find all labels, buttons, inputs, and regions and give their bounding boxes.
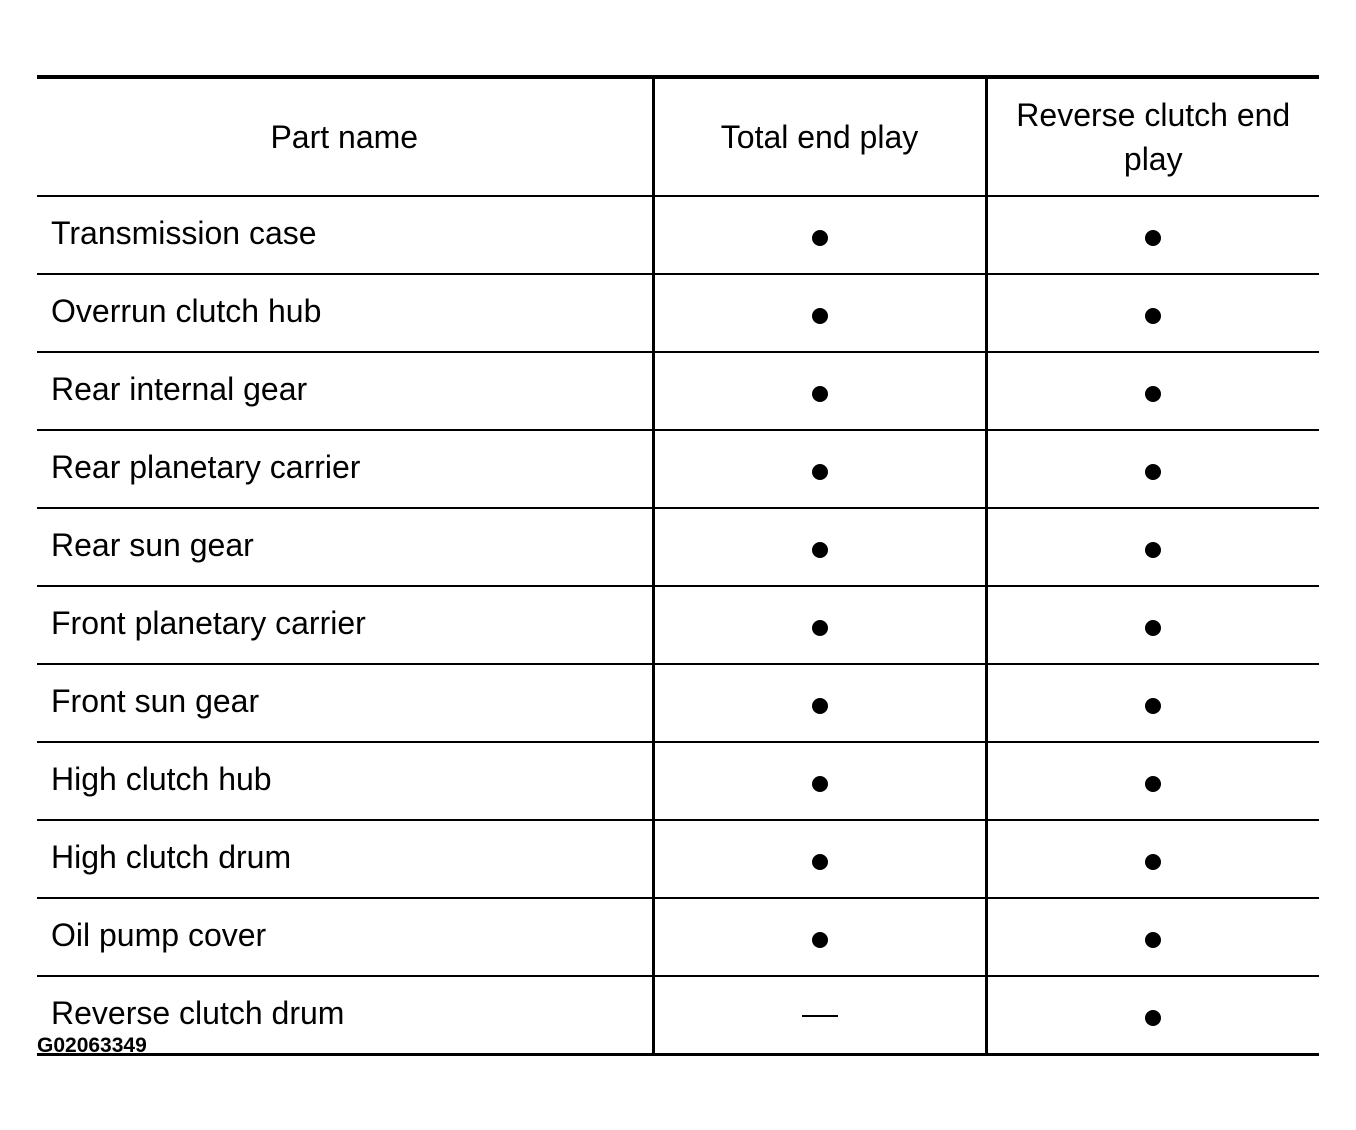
applicable-dot-icon [812, 386, 828, 402]
end-play-parts-table [37, 75, 1319, 1056]
total-end-play-cell [653, 352, 986, 430]
applicable-dot-icon [1145, 698, 1161, 714]
applicable-dot-icon [812, 542, 828, 558]
total-end-play-cell [653, 742, 986, 820]
part-name-cell: Rear planetary carrier [37, 430, 653, 508]
reverse-clutch-end-play-cell [986, 820, 1319, 898]
table-row [37, 274, 1319, 352]
total-end-play-cell [653, 820, 986, 898]
part-name-cell: Rear sun gear [37, 508, 653, 586]
part-name-cell: Front sun gear [37, 664, 653, 742]
applicable-dot-icon [1145, 620, 1161, 636]
applicable-dot-icon [812, 932, 828, 948]
table-row [37, 976, 1319, 1055]
table-row [37, 586, 1319, 664]
applicable-dot-icon [1145, 542, 1161, 558]
table-row [37, 430, 1319, 508]
total-end-play-cell [653, 196, 986, 274]
table-row [37, 508, 1319, 586]
total-end-play-cell [653, 430, 986, 508]
total-end-play-cell [653, 898, 986, 976]
applicable-dot-icon [812, 464, 828, 480]
total-end-play-cell [653, 274, 986, 352]
part-name-cell: High clutch hub [37, 742, 653, 820]
applicable-dot-icon [812, 230, 828, 246]
table-row [37, 664, 1319, 742]
applicable-dot-icon [812, 308, 828, 324]
part-name-cell: Oil pump cover [37, 898, 653, 976]
table-row [37, 352, 1319, 430]
applicable-dot-icon [1145, 932, 1161, 948]
part-name-cell: Reverse clutch drum [51, 995, 345, 1031]
part-name-cell: Front planetary carrier [37, 586, 653, 664]
reverse-clutch-end-play-cell [986, 898, 1319, 976]
part-name-cell: High clutch drum [37, 820, 653, 898]
part-name-cell: Transmission case [37, 196, 653, 274]
table-body [37, 196, 1319, 1055]
applicable-dot-icon [1145, 230, 1161, 246]
header-total-end-play: Total end play [653, 77, 986, 196]
total-end-play-cell [653, 976, 986, 1055]
part-name-cell: Overrun clutch hub [37, 274, 653, 352]
reverse-clutch-end-play-cell [986, 664, 1319, 742]
reverse-clutch-end-play-cell [986, 508, 1319, 586]
table-row [37, 196, 1319, 274]
reverse-clutch-end-play-cell [986, 274, 1319, 352]
header-part-name: Part name [37, 77, 653, 196]
applicable-dot-icon [812, 620, 828, 636]
reverse-clutch-end-play-cell [986, 352, 1319, 430]
applicable-dot-icon [1145, 854, 1161, 870]
applicable-dot-icon [1145, 386, 1161, 402]
not-applicable-dash-icon [802, 1015, 838, 1017]
total-end-play-cell [653, 508, 986, 586]
applicable-dot-icon [812, 698, 828, 714]
part-name-cell: Rear internal gear [37, 352, 653, 430]
reverse-clutch-end-play-cell [986, 586, 1319, 664]
total-end-play-cell [653, 586, 986, 664]
table-row [37, 820, 1319, 898]
applicable-dot-icon [1145, 1010, 1161, 1026]
table-row [37, 898, 1319, 976]
header-reverse-clutch-end-play: Reverse clutch end play [986, 77, 1319, 196]
applicable-dot-icon [812, 776, 828, 792]
table-header-row [37, 77, 1319, 196]
table-row [37, 742, 1319, 820]
applicable-dot-icon [812, 854, 828, 870]
reverse-clutch-end-play-cell [986, 196, 1319, 274]
reverse-clutch-end-play-cell [986, 742, 1319, 820]
applicable-dot-icon [1145, 464, 1161, 480]
applicable-dot-icon [1145, 776, 1161, 792]
total-end-play-cell [653, 664, 986, 742]
applicable-dot-icon [1145, 308, 1161, 324]
reverse-clutch-end-play-cell [986, 430, 1319, 508]
figure-code: G02063349 [37, 1034, 147, 1057]
reverse-clutch-end-play-cell [986, 976, 1319, 1055]
